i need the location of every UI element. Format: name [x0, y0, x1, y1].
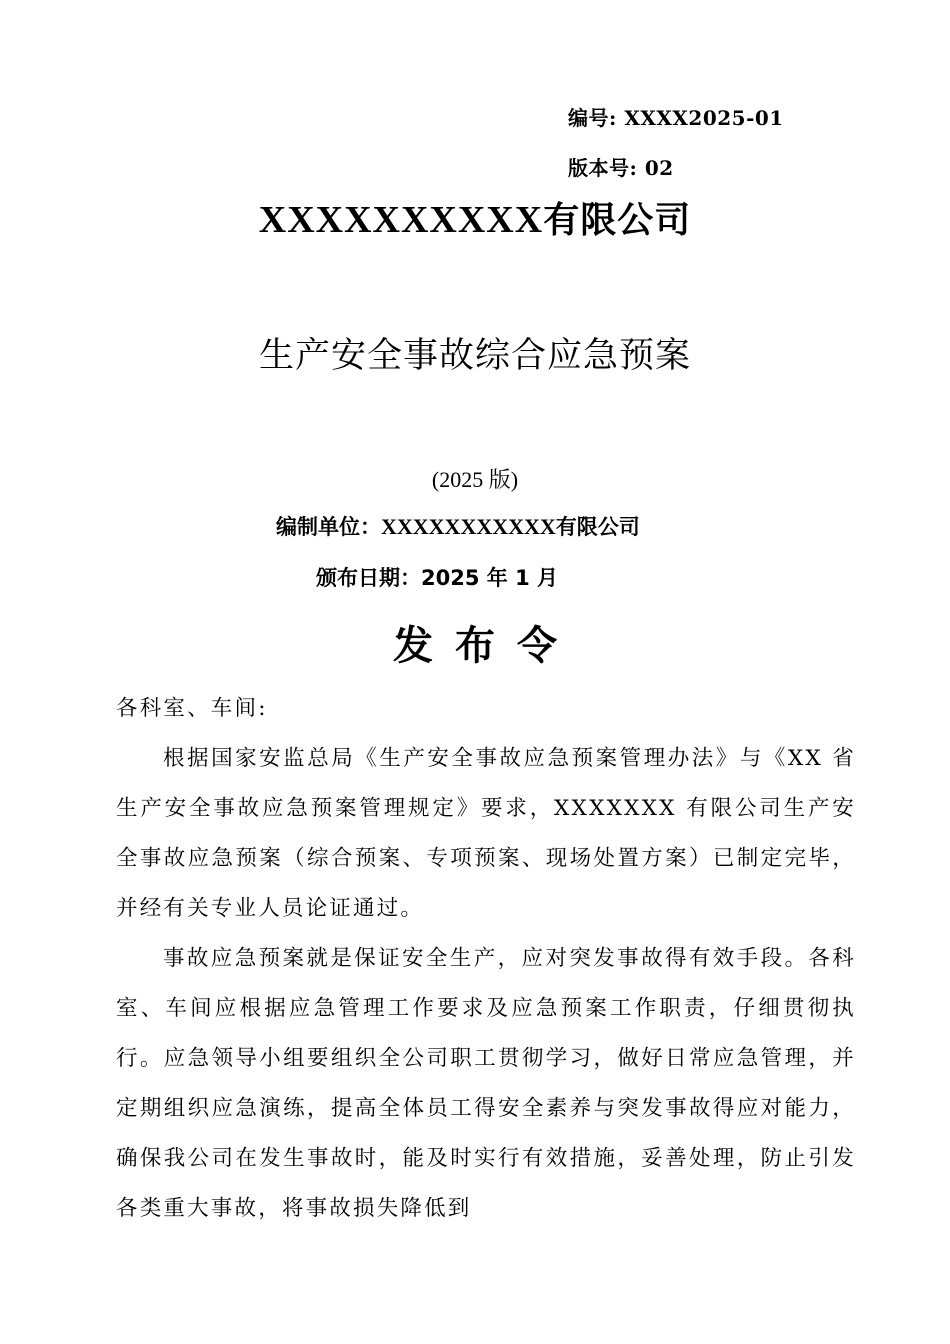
- company-name-suffix: 有限公司: [543, 200, 692, 241]
- company-title: [0, 192, 950, 243]
- company-name-placeholder: XXXXXXXXXX: [258, 199, 544, 241]
- decree-paragraph: 根据国家安监总局《生产安全事故应急预案管理办法》与《XX 省生产安全事故应急预案管理规定》要求，XXXXXXX 有限公司生产安全事故应急预案（综合预案、专项预案、现场处置方案）已制定完毕，并经有关专业人员论证通过。: [116, 746, 856, 921]
- document-number: 编号: XXXX2025-01: [568, 106, 784, 130]
- compiling-unit-suffix: 有限公司: [555, 515, 640, 539]
- release-date: 颁布日期：2025 年 1 月: [316, 566, 558, 590]
- decree-addressee: 各科室、车间:: [116, 696, 268, 721]
- plan-title: 生产安全事故综合应急预案: [258, 336, 691, 376]
- compiling-unit-placeholder: XXXXXXXXXXX: [381, 514, 556, 539]
- decree-title: 发布令: [393, 623, 579, 669]
- version-number: 版本号: 02: [568, 156, 674, 180]
- decree-body: [116, 684, 856, 1234]
- compiling-unit: [276, 511, 640, 541]
- edition-label: (2025 版): [431, 467, 519, 492]
- decree-paragraph: 事故应急预案就是保证安全生产，应对突发事故得有效手段。各科室、车间应根据应急管理工作要求及应急预案工作职责，仔细贯彻执行。应急领导小组要组织全公司职工贯彻学习，做好日常应急管理，并定期组织应急演练，提高全体员工得安全素养与突发事故得应对能力，确保我公司在发生事故时，能及时实行有效措施，妥善处理，防止引发各类重大事故，将事故损失降低到: [116, 946, 856, 1221]
- compiling-unit-label: 编制单位：: [276, 515, 381, 539]
